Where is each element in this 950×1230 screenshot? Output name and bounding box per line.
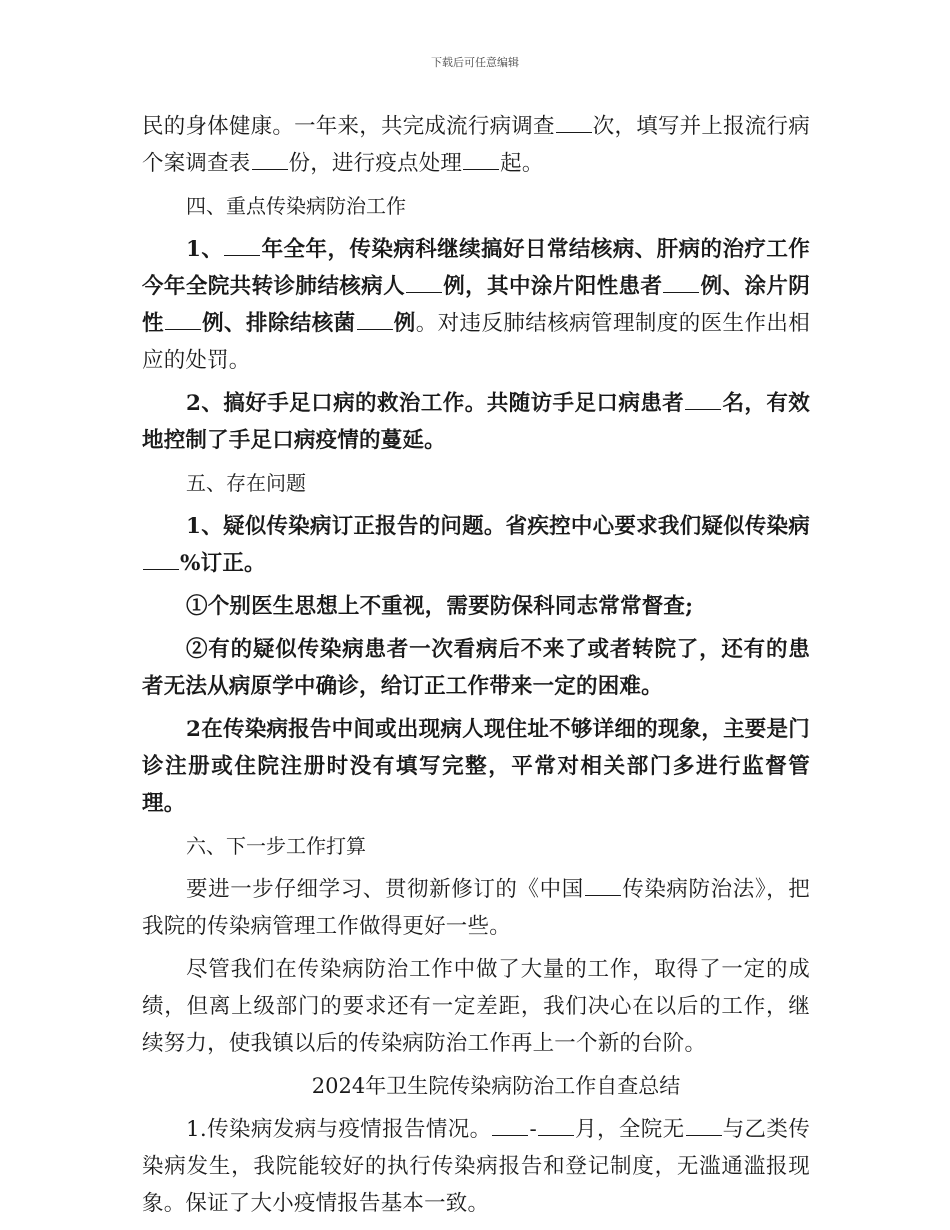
blank-field	[686, 1113, 722, 1136]
paragraph-tb-treatment	[142, 231, 810, 379]
document-body	[142, 108, 810, 1228]
paragraph-address-issue: 2在传染病报告中间或出现病人现住址不够详细的现象，主要是门诊注册或住院注册时没有填写完整，平常对相关部门多进行监督管理。	[142, 717, 810, 816]
blank-field	[224, 233, 260, 256]
text: 2、搞好手足口病的救治工作。共随访手足口病患者	[186, 391, 685, 416]
text: 1、疑似传染病订正报告的问题。省疾控中心要求我们疑似传染病	[186, 514, 810, 539]
paragraph-epidemic-survey	[142, 108, 810, 182]
paragraph-hfmd	[142, 385, 810, 459]
paragraph-conclusion: 尽管我们在传染病防治工作中做了大量的工作，取得了一定的成绩，但离上级部门的要求还有一定差距，我们决心在以后的工作，继续努力，使我镇以后的传染病防治工作再上一个新的台阶。	[142, 957, 810, 1056]
text: 1、	[186, 237, 224, 262]
page-header: 下载后可任意编辑	[431, 56, 519, 69]
text: 例	[393, 311, 416, 336]
section-heading-5: 五、存在问题	[186, 471, 306, 495]
paragraph-study-law	[142, 871, 810, 945]
text: 与乙类传染病发生，我院能较好的执行传染病报告和登记制度，无滥通滥报现象。保证了大小疫情报告基本一致。	[142, 1117, 810, 1216]
blank-field	[252, 147, 288, 170]
text: 名，有效地控制了手足口病疫情的蔓延。	[142, 391, 811, 453]
blank-field	[685, 387, 721, 410]
text: 例、涂片阴性	[142, 274, 810, 336]
blank-field	[492, 1113, 528, 1136]
blank-field	[165, 307, 201, 330]
text: 传染病防治法》，把我院的传染病管理工作做得更好一些。	[142, 877, 810, 939]
text: 民的身体健康。一年来，共完成流行病调查	[142, 114, 555, 139]
text: -	[529, 1117, 537, 1142]
blank-field	[143, 547, 179, 570]
blank-field	[663, 270, 699, 293]
text: 月，全院无	[574, 1117, 685, 1142]
text: 要进一步仔细学习、贯彻新修订的《中国	[186, 877, 584, 902]
text: 年全年，传染病科继续搞好日常结核病、肝病的治疗工作今年全院共转诊肺结核病人	[142, 237, 810, 299]
text: 起。	[500, 151, 544, 176]
text: 例，其中涂片阳性患者	[443, 274, 663, 299]
text: %订正。	[180, 551, 266, 576]
blank-field	[357, 307, 393, 330]
blank-field	[463, 147, 499, 170]
paragraph-item-1: ①个别医生思想上不重视，需要防保科同志常常督查;	[186, 594, 694, 619]
blank-field	[406, 270, 442, 293]
section-heading-6: 六、下一步工作打算	[186, 834, 366, 858]
paragraph-report-status	[142, 1111, 810, 1222]
blank-field	[585, 873, 621, 896]
blank-field	[556, 110, 592, 133]
text: 次，填写并上报流行病个案调查表	[142, 114, 810, 176]
text: 例、排除结核菌	[201, 311, 356, 336]
blank-field	[538, 1113, 574, 1136]
text: 1.传染病发病与疫情报告情况。	[186, 1117, 492, 1142]
section-heading-4: 四、重点传染病防治工作	[186, 194, 406, 218]
text: 份，进行疫点处理	[288, 151, 463, 176]
text: 。对违反肺结核病管理制度的医生作出相应的处罚。	[142, 311, 810, 373]
paragraph-item-2: ②有的疑似传染病患者一次看病后不来了或者转院了，还有的患者无法从病原学中确诊，给订正工作带来一定的困难。	[142, 637, 810, 699]
document-title: 2024年卫生院传染病防治工作自查总结	[311, 1074, 681, 1098]
paragraph-correction-report	[142, 508, 810, 582]
